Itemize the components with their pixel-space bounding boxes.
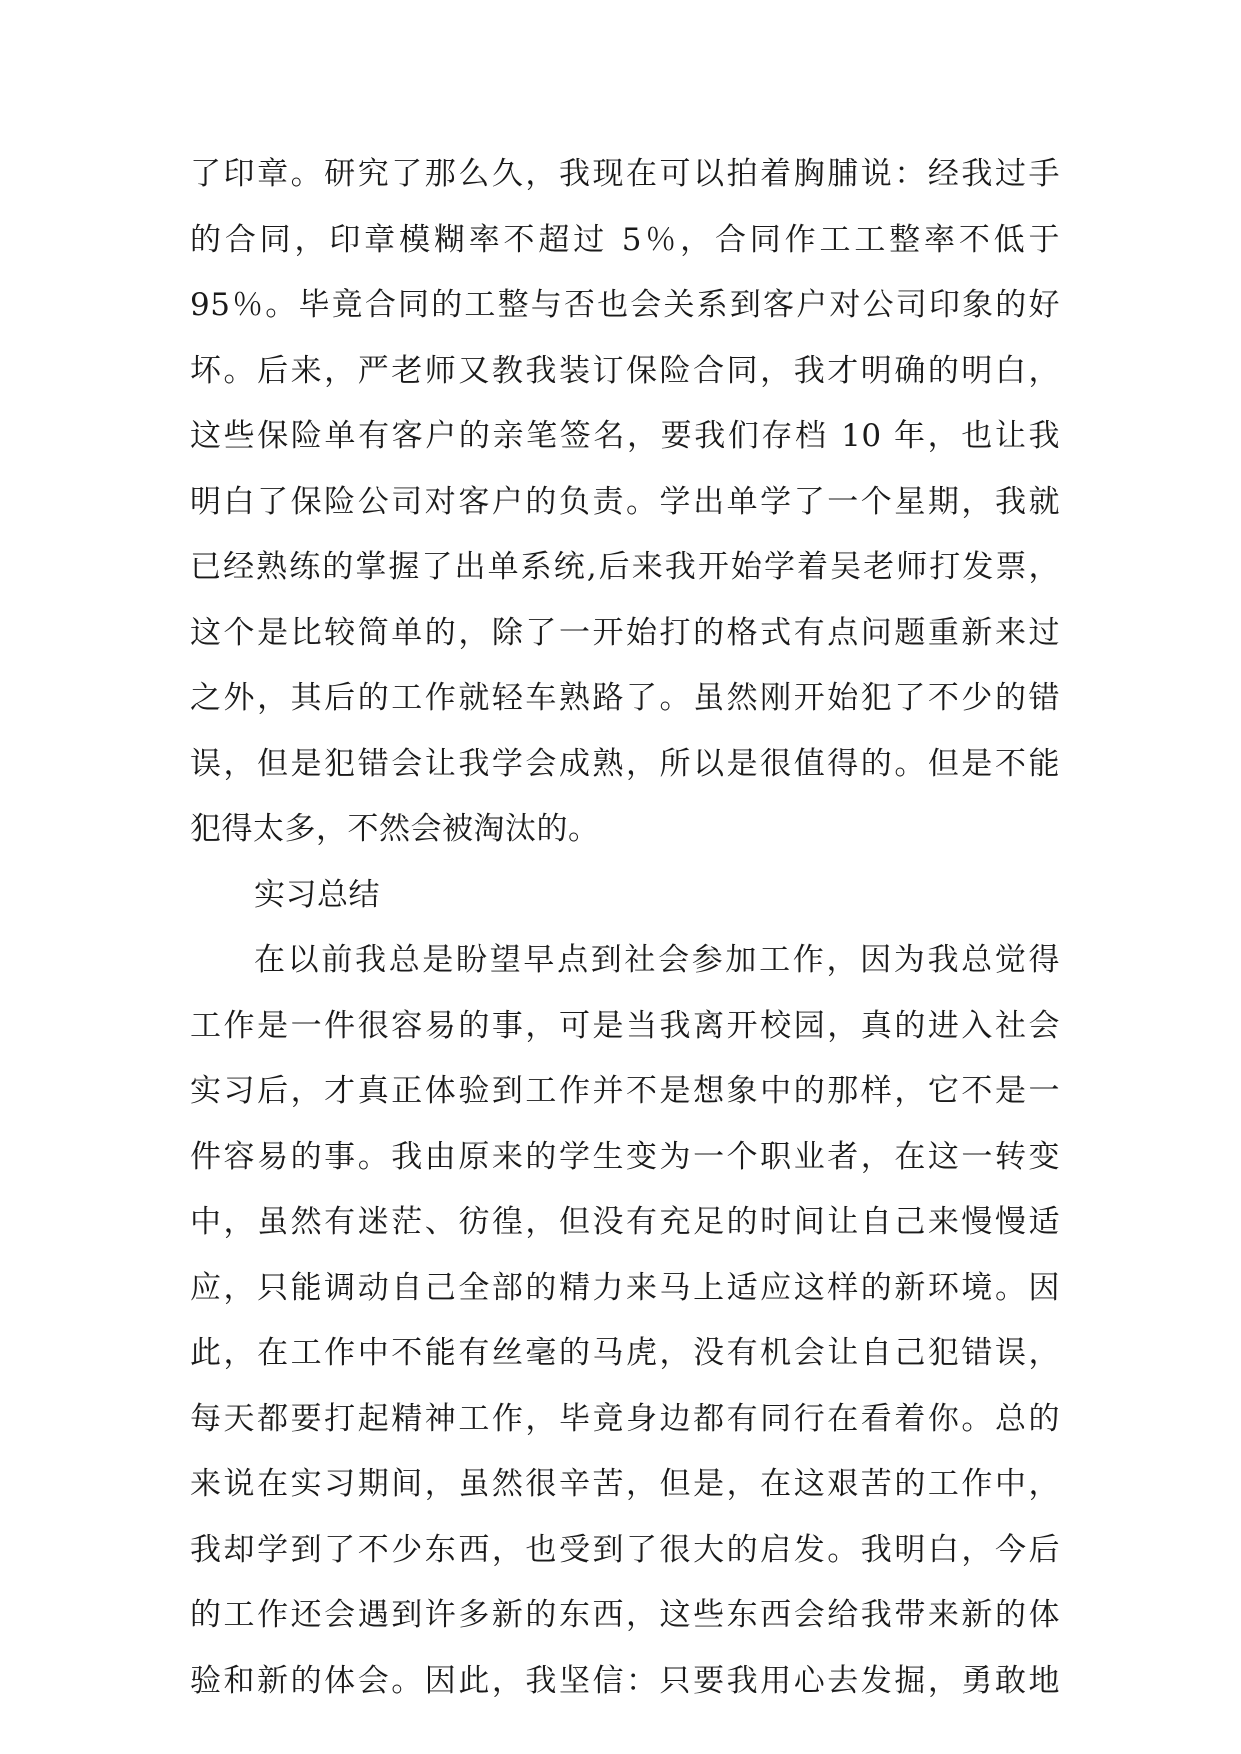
text-line: 这些保险单有客户的亲笔签名，要我们存档 10 年，也让我 [190,418,1060,454]
text-line: 此，在工作中不能有丝毫的马虎，没有机会让自己犯错误， [190,1335,1060,1371]
text-line: 工作是一件很容易的事，可是当我离开校园，真的进入社会 [190,1007,1060,1044]
text-line: 了印章。研究了那么久，我现在可以拍着胸脯说：经我过手 [190,156,1060,192]
text-line: 的合同，印章模糊率不超过 5％，合同作工工整率不低于 [190,221,1060,258]
text-line: 犯得太多，不然会被淘汰的。 [190,811,600,847]
text-line: 误，但是犯错会让我学会成熟，所以是很值得的。但是不能 [190,745,1060,782]
text-line: 验和新的体会。因此，我坚信：只要我用心去发掘，勇敢地 [190,1662,1060,1699]
text-line: 95％。毕竟合同的工整与否也会关系到客户对公司印象的好 [190,287,1060,323]
text-line: 明白了保险公司对客户的负责。学出单学了一个星期，我就 [190,483,1060,520]
text-line: 中，虽然有迷茫、彷徨，但没有充足的时间让自己来慢慢适 [190,1204,1060,1240]
text-line: 已经熟练的掌握了出单系统,后来我开始学着吴老师打发票， [190,549,1060,585]
text-line: 应，只能调动自己全部的精力来马上适应这样的新环境。因 [190,1269,1060,1306]
text-line: 的工作还会遇到许多新的东西，这些东西会给我带来新的体 [190,1597,1060,1633]
text-line: 之外，其后的工作就轻车熟路了。虽然刚开始犯了不少的错 [190,680,1060,716]
document-body [190,142,1060,1714]
section-heading: 实习总结 [254,876,380,913]
text-line: 坏。后来，严老师又教我装订保险合同，我才明确的明白， [190,352,1060,389]
text-line: 每天都要打起精神工作，毕竟身边都有同行在看着你。总的 [190,1400,1060,1437]
text-line: 这个是比较简单的，除了一开始打的格式有点问题重新来过 [190,614,1060,651]
text-line: 在以前我总是盼望早点到社会参加工作，因为我总觉得 [254,942,1060,978]
text-line: 我却学到了不少东西，也受到了很大的启发。我明白，今后 [190,1531,1060,1568]
text-line: 实习后，才真正体验到工作并不是想象中的那样，它不是一 [190,1073,1060,1109]
text-line: 来说在实习期间，虽然很辛苦，但是，在这艰苦的工作中， [190,1466,1060,1502]
text-line: 件容易的事。我由原来的学生变为一个职业者，在这一转变 [190,1138,1060,1175]
